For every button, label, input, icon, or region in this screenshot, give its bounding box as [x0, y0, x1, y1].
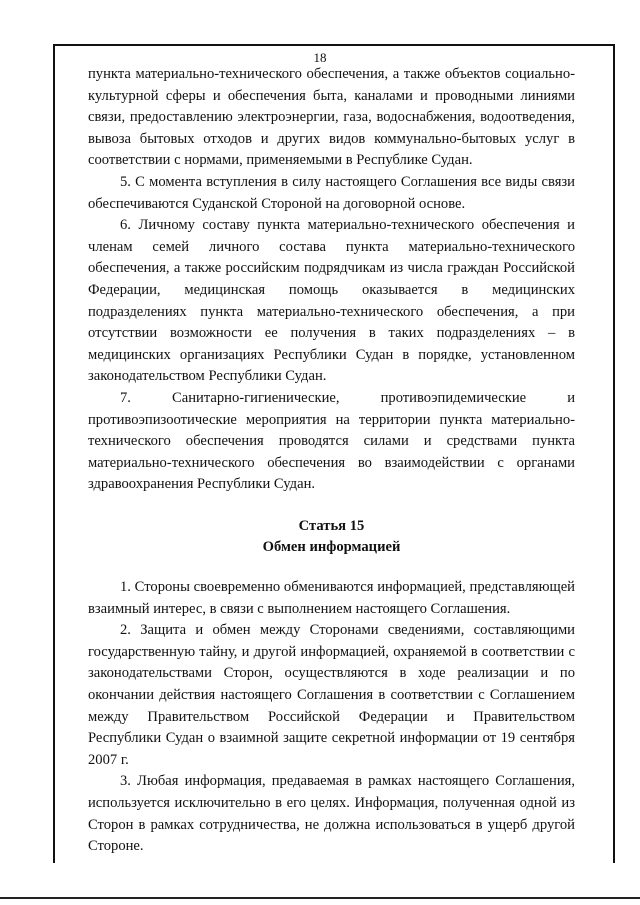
- page-number: 18: [313, 50, 327, 65]
- paragraph: 5. С момента вступления в силу настоящего Соглашения все виды связи обеспечиваются Суданской Стороной на договорной основе.: [88, 173, 575, 212]
- paragraph: 2. Защита и обмен между Сторонами сведениями, составляющими государственную тайну, и другой информацией, охраняемой в соответствии с законодательствами Сторон, осуществляются в ходе реализации и по окончании действия настоящего Соглашения в соответствии с Соглашением между Правительством Российской Федерации и Правительством Республики Судан о взаимной защите секретной информации от 19 сентября 2007 г.: [88, 622, 575, 768]
- paragraph: 3. Любая информация, предаваемая в рамках настоящего Соглашения, используется исключительно в его целях. Информация, полученная одной из Сторон в рамках сотрудничества, не должна использоваться в ущерб другой Стороне.: [88, 773, 575, 855]
- paragraphs-bottom: [88, 577, 575, 858]
- article-heading: [88, 516, 575, 559]
- paragraphs-top: [88, 64, 575, 496]
- article-number: Статья 15: [298, 517, 365, 534]
- page-frame-right: [613, 44, 615, 863]
- paragraph: 6. Личному составу пункта материально-технического обеспечения и членам семей личного состава пункта материально-технического обеспечения, а также российским подрядчикам из числа граждан Российской Федерации, медицинская помощь оказывается в медицинских подразделениях пункта материально-технического обеспечения, а при отсутствии возможности ее получения в таких подразделениях – в медицинских организациях Республики Судан в порядке, установленном законодательством Республики Судан.: [88, 217, 575, 385]
- paragraph: 1. Стороны своевременно обмениваются информацией, представляющей взаимный интерес, в связи с выполнением настоящего Соглашения.: [88, 579, 575, 617]
- page-frame-top: [53, 44, 615, 46]
- paragraph: 7. Санитарно-гигиенические, противоэпидемические и противоэпизоотические мероприятия на территории пункта материально-технического обеспечения проводятся силами и средствами пункта материально-технического обеспечения во взаимодействии с органами здравоохранения Республики Судан.: [88, 389, 575, 493]
- article-title: Обмен информацией: [262, 539, 401, 556]
- paragraph: пункта материально-технического обеспечения, а также объектов социально-культурной сферы и обеспечения быта, каналами и проводными линиями связи, предоставлению электроэнергии, газа, водоснабжения, водоотведения, вывоза бытовых отходов и других видов коммунально-бытовых услуг в соответствии с нормами, применяемыми в Республике Судан.: [88, 66, 575, 169]
- bottom-rule: [0, 897, 640, 899]
- document-body: [88, 64, 575, 858]
- page-frame-left: [53, 44, 55, 863]
